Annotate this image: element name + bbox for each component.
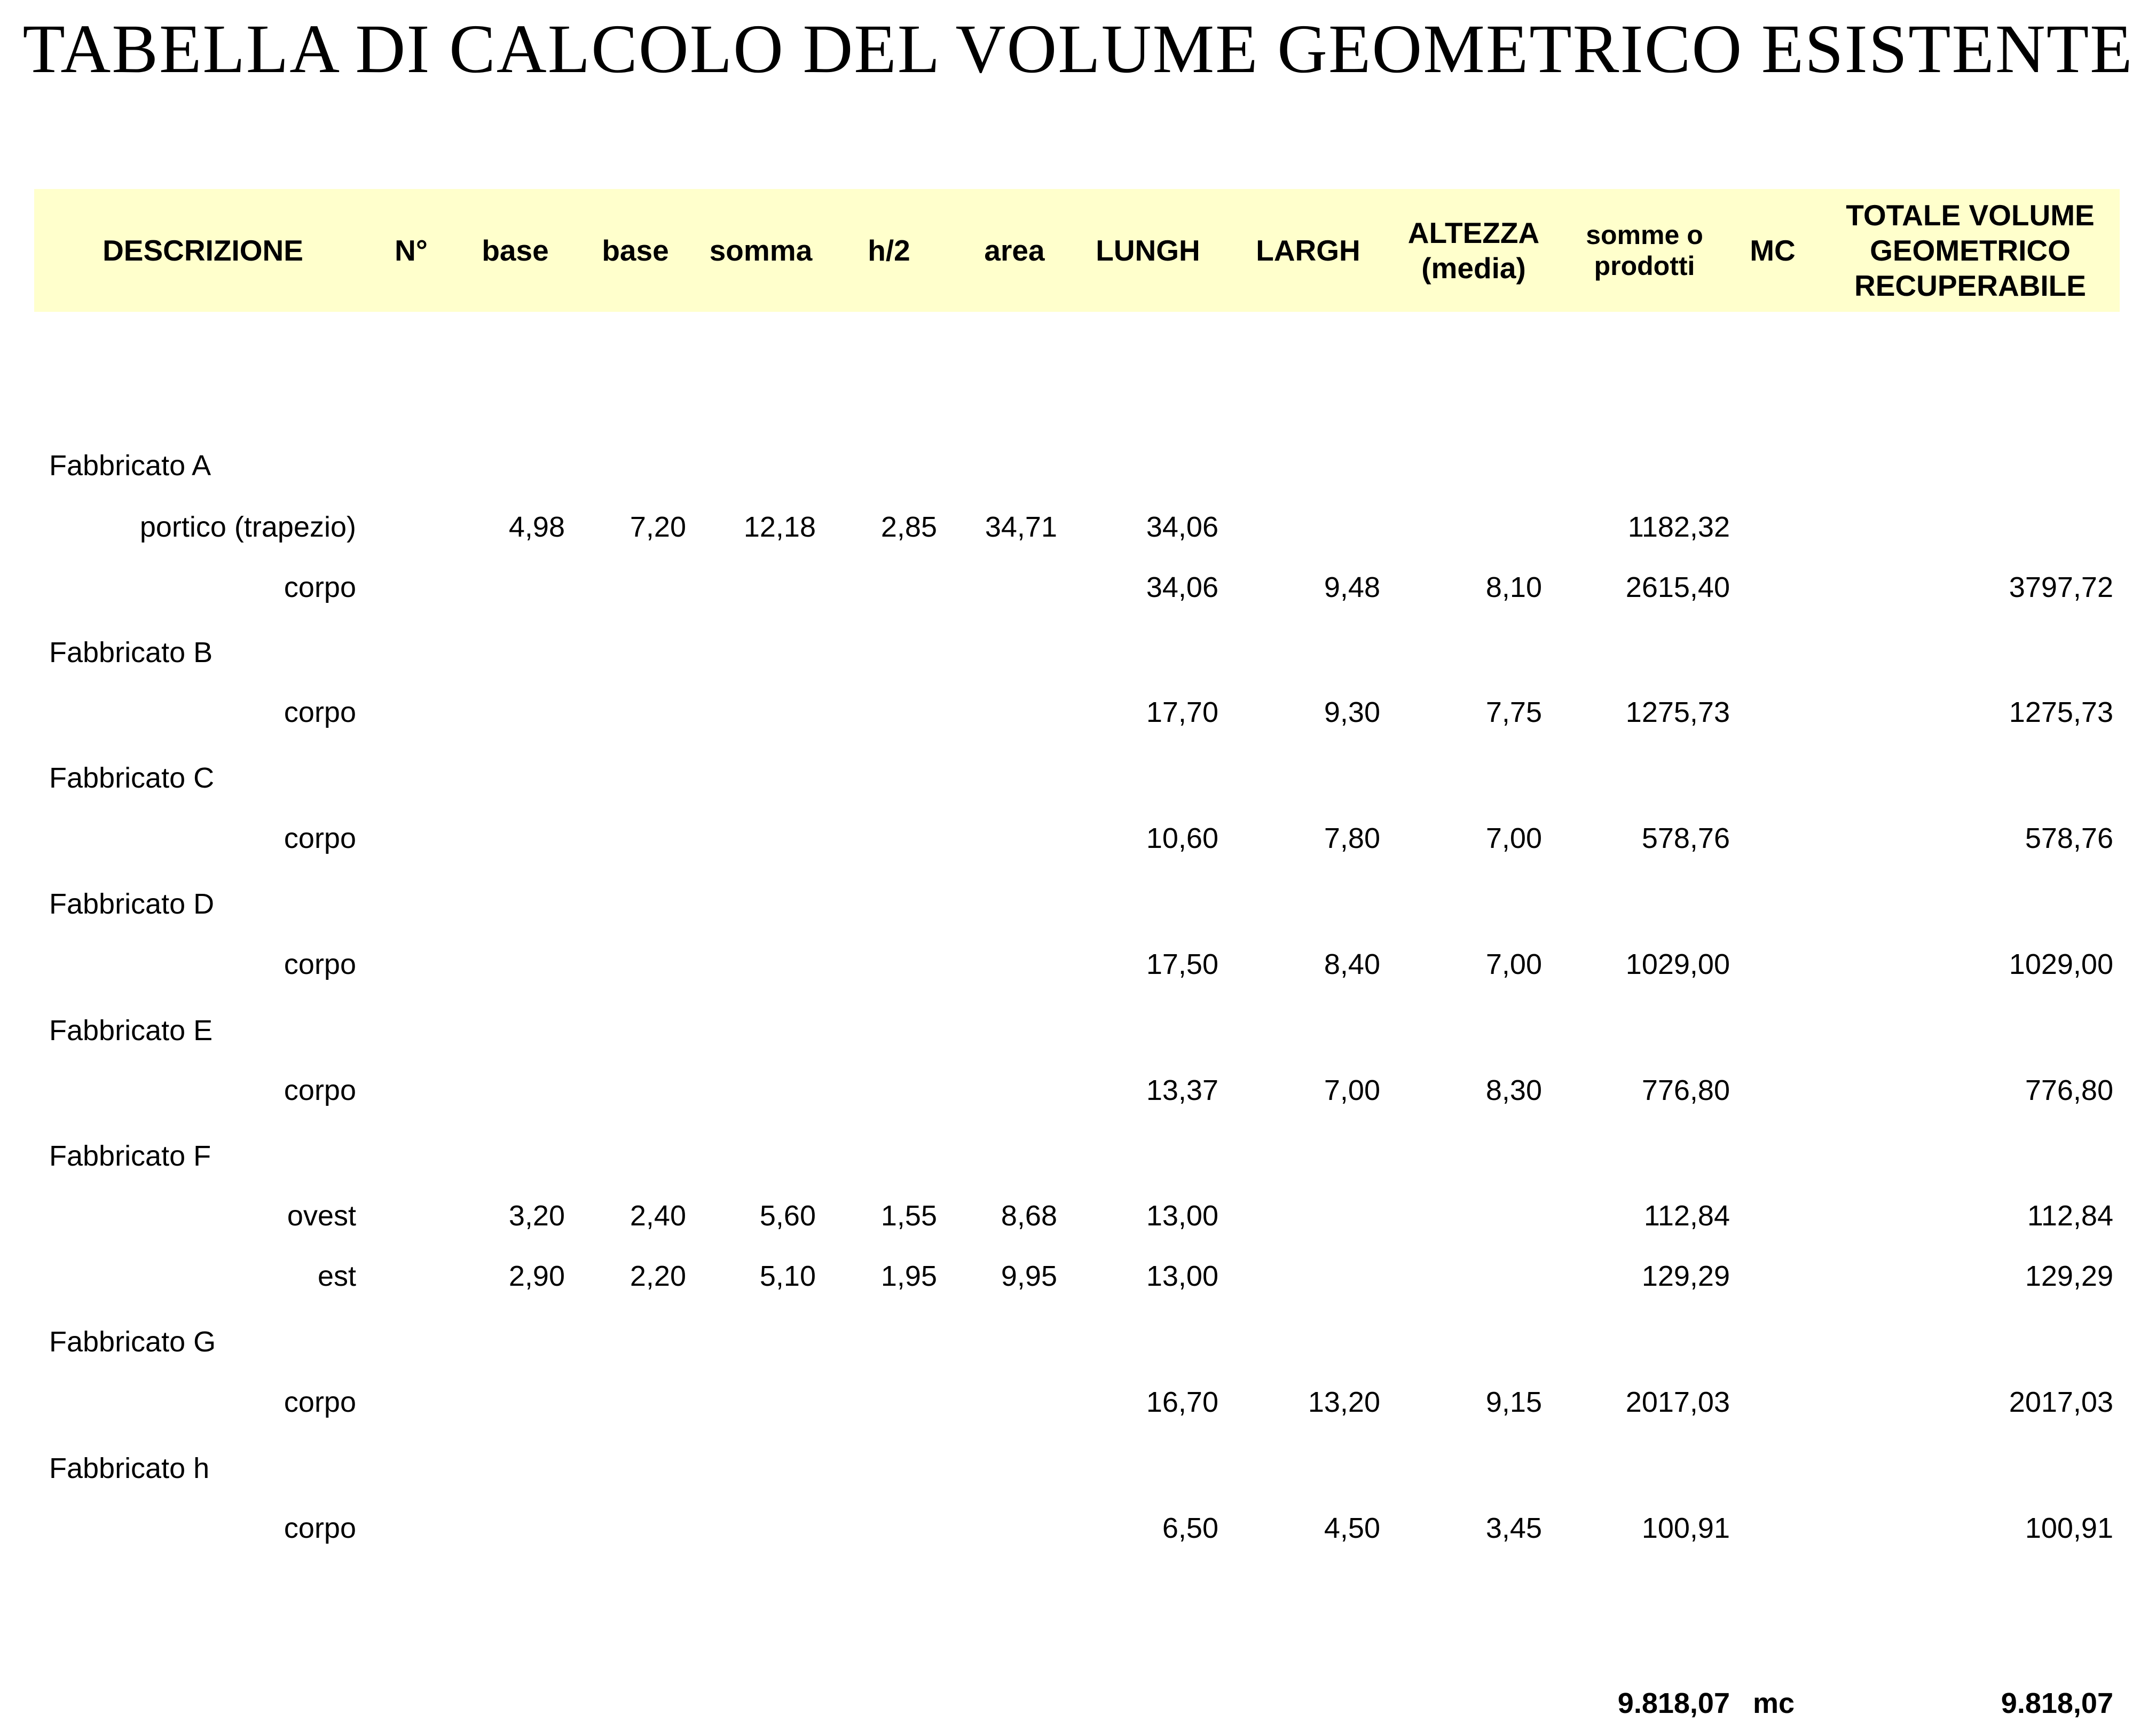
cell-lungh: 34,06 <box>1146 571 1218 603</box>
cell-somma: 12,18 <box>743 511 816 543</box>
group-label: Fabbricato G <box>49 1326 216 1358</box>
total-unit: mc <box>1753 1687 1795 1719</box>
cell-lungh: 13,00 <box>1146 1260 1218 1292</box>
header-descrizione: DESCRIZIONE <box>103 234 303 267</box>
group-label: Fabbricato D <box>49 888 215 920</box>
cell-base2: 7,20 <box>630 511 686 543</box>
row-description: corpo <box>284 1512 356 1544</box>
group-label: Fabbricato h <box>49 1452 210 1484</box>
group-label: Fabbricato B <box>49 636 213 669</box>
cell-lungh: 17,70 <box>1146 696 1218 728</box>
cell-somme: 1182,32 <box>1627 511 1730 543</box>
row-description: corpo <box>284 948 356 980</box>
cell-totale: 578,76 <box>2025 822 2113 854</box>
header-base-1: base <box>482 234 549 267</box>
header-totale-volume: TOTALE VOLUME GEOMETRICO RECUPERABILE <box>1846 199 2095 302</box>
header-altezza: ALTEZZA (media) <box>1407 216 1540 285</box>
total-volume: 9.818,07 <box>2001 1687 2113 1719</box>
cell-lungh: 13,00 <box>1146 1200 1218 1232</box>
cell-lungh: 34,06 <box>1146 511 1218 543</box>
cell-somme: 100,91 <box>1641 1512 1730 1544</box>
cell-totale: 1029,00 <box>2009 948 2113 980</box>
cell-lungh: 16,70 <box>1146 1386 1218 1418</box>
cell-base1: 2,90 <box>508 1260 565 1292</box>
cell-totale: 1275,73 <box>2009 696 2113 728</box>
cell-altezza: 8,30 <box>1485 1074 1542 1106</box>
row-description: corpo <box>284 571 356 603</box>
cell-largh: 9,48 <box>1324 571 1380 603</box>
cell-largh: 7,00 <box>1324 1074 1380 1106</box>
cell-altezza: 3,45 <box>1485 1512 1542 1544</box>
cell-largh: 9,30 <box>1324 696 1380 728</box>
cell-base1: 4,98 <box>508 511 565 543</box>
cell-area: 9,95 <box>1001 1260 1057 1292</box>
cell-altezza: 9,15 <box>1485 1386 1542 1418</box>
header-lungh: LUNGH <box>1096 234 1200 267</box>
row-description: corpo <box>284 696 356 728</box>
total-somme: 9.818,07 <box>1617 1687 1730 1719</box>
cell-largh: 13,20 <box>1308 1386 1380 1418</box>
group-label: Fabbricato F <box>49 1140 211 1172</box>
row-description: corpo <box>284 1386 356 1418</box>
cell-h2: 1,55 <box>880 1200 937 1232</box>
cell-lungh: 10,60 <box>1146 822 1218 854</box>
cell-somma: 5,60 <box>759 1200 816 1232</box>
cell-totale: 2017,03 <box>2009 1386 2113 1418</box>
cell-totale: 776,80 <box>2025 1074 2113 1106</box>
cell-somme: 129,29 <box>1641 1260 1730 1292</box>
header-somme-prodotti: somme o prodotti <box>1586 220 1703 281</box>
row-description: corpo <box>284 1074 356 1106</box>
cell-altezza: 8,10 <box>1485 571 1542 603</box>
cell-somme: 2017,03 <box>1625 1386 1730 1418</box>
cell-h2: 2,85 <box>880 511 937 543</box>
header-largh: LARGH <box>1256 234 1360 267</box>
cell-totale: 3797,72 <box>2009 571 2113 603</box>
header-area: area <box>984 234 1045 267</box>
cell-totale: 112,84 <box>2027 1200 2113 1232</box>
cell-base1: 3,20 <box>508 1200 565 1232</box>
cell-totale: 129,29 <box>2025 1260 2113 1292</box>
cell-altezza: 7,00 <box>1485 948 1542 980</box>
cell-largh: 4,50 <box>1324 1512 1380 1544</box>
cell-area: 8,68 <box>1001 1200 1057 1232</box>
cell-somme: 2615,40 <box>1625 571 1730 603</box>
row-description: corpo <box>284 822 356 854</box>
cell-altezza: 7,75 <box>1485 696 1542 728</box>
cell-largh: 8,40 <box>1324 948 1380 980</box>
cell-h2: 1,95 <box>880 1260 937 1292</box>
row-description: ovest <box>287 1200 356 1232</box>
page-title: TABELLA DI CALCOLO DEL VOLUME GEOMETRICO ESISTENTE <box>22 11 2134 88</box>
header-numero: N° <box>395 234 428 267</box>
cell-area: 34,71 <box>985 511 1057 543</box>
cell-base2: 2,20 <box>630 1260 686 1292</box>
cell-lungh: 13,37 <box>1146 1074 1218 1106</box>
cell-base2: 2,40 <box>630 1200 686 1232</box>
cell-lungh: 6,50 <box>1162 1512 1218 1544</box>
cell-somme: 578,76 <box>1641 822 1730 854</box>
row-description: est <box>317 1260 356 1292</box>
cell-largh: 7,80 <box>1324 822 1380 854</box>
header-somma: somma <box>709 234 813 267</box>
group-label: Fabbricato C <box>49 762 215 794</box>
cell-altezza: 7,00 <box>1485 822 1542 854</box>
row-description: portico (trapezio) <box>139 511 356 543</box>
group-label: Fabbricato E <box>49 1015 213 1047</box>
group-label: Fabbricato A <box>49 450 211 482</box>
header-mc: MC <box>1750 234 1796 267</box>
cell-lungh: 17,50 <box>1146 948 1218 980</box>
cell-somme: 112,84 <box>1643 1200 1730 1232</box>
header-base-2: base <box>602 234 669 267</box>
cell-totale: 100,91 <box>2025 1512 2113 1544</box>
header-h2: h/2 <box>868 234 910 267</box>
cell-somme: 1275,73 <box>1625 696 1730 728</box>
cell-somma: 5,10 <box>759 1260 816 1292</box>
cell-somme: 776,80 <box>1641 1074 1730 1106</box>
cell-somme: 1029,00 <box>1625 948 1730 980</box>
